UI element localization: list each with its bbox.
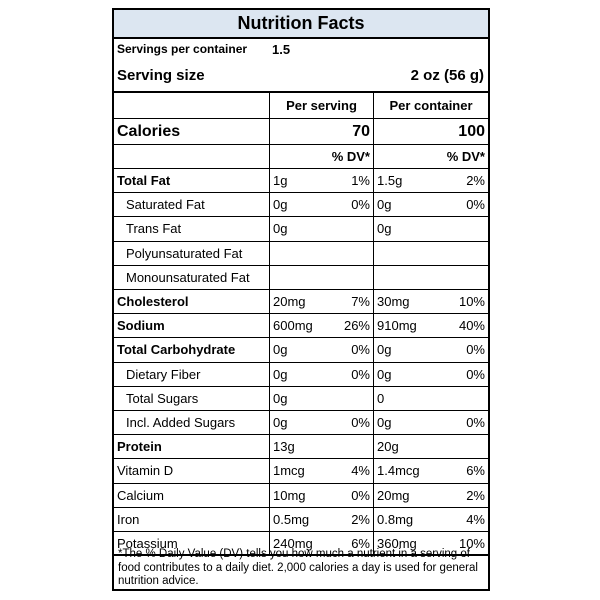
nutrient-row xyxy=(114,411,488,435)
dv-header-container-cell xyxy=(373,145,488,168)
per-container-amount: 0g xyxy=(377,197,392,213)
calories-per-container: 100 xyxy=(458,122,485,140)
per-serving-amount: 0g xyxy=(273,221,288,237)
per-container-amount: 20mg xyxy=(377,487,410,503)
per-container-dv: 0% xyxy=(466,366,485,382)
label-title: Nutrition Facts xyxy=(114,10,488,39)
per-container-cell xyxy=(373,387,488,410)
per-serving-amount: 10mg xyxy=(273,487,306,503)
per-container-dv: 0% xyxy=(466,342,485,358)
nutrient-row xyxy=(114,484,488,508)
per-container-cell xyxy=(373,508,488,531)
per-serving-dv: 26% xyxy=(343,318,370,334)
per-serving-cell xyxy=(269,411,373,434)
per-container-dv: 10% xyxy=(458,535,485,551)
serving-size-row xyxy=(114,59,488,93)
per-serving-cell xyxy=(269,314,373,337)
calories-label: Calories xyxy=(117,122,181,140)
per-container-cell xyxy=(373,314,488,337)
nutrient-row xyxy=(114,338,488,362)
nutrient-name: Incl. Added Sugars xyxy=(126,415,236,431)
per-serving-dv: 0% xyxy=(351,415,370,431)
nutrient-name: Protein xyxy=(117,439,162,455)
nutrient-name: Sodium xyxy=(117,318,165,334)
per-container-dv: 0% xyxy=(466,415,485,431)
per-container-amount: 20g xyxy=(377,439,399,455)
per-container-amount: 0g xyxy=(377,366,392,382)
nutrient-name: Monounsaturated Fat xyxy=(126,269,250,285)
per-container-cell xyxy=(373,217,488,240)
per-serving-amount: 0g xyxy=(273,197,288,213)
per-serving-dv: 6% xyxy=(351,535,370,551)
per-container-amount: 0g xyxy=(377,342,392,358)
per-serving-dv: 0% xyxy=(351,342,370,358)
nutrient-name: Cholesterol xyxy=(117,294,189,310)
nutrient-row xyxy=(114,314,488,338)
per-container-dv: 10% xyxy=(458,294,485,310)
per-serving-amount: 0g xyxy=(273,390,288,406)
nutrient-row xyxy=(114,363,488,387)
per-serving-dv: 1% xyxy=(351,173,370,189)
servings-row xyxy=(114,39,488,59)
nutrient-name: Polyunsaturated Fat xyxy=(126,245,243,261)
per-serving-dv: 4% xyxy=(351,463,370,479)
nutrient-name: Potassium xyxy=(117,535,178,551)
per-serving-cell xyxy=(269,435,373,458)
per-serving-cell xyxy=(269,242,373,265)
per-container-cell xyxy=(373,193,488,216)
per-container-cell xyxy=(373,169,488,192)
per-serving-amount: 1mcg xyxy=(273,463,305,479)
per-serving-cell xyxy=(269,508,373,531)
serving-size-value: 2 oz (56 g) xyxy=(410,66,484,84)
per-serving-cell xyxy=(269,290,373,313)
nutrient-row xyxy=(114,387,488,411)
servings-value: 1.5 xyxy=(272,41,291,57)
calories-per-container-cell xyxy=(373,119,488,144)
nutrient-name: Saturated Fat xyxy=(126,197,205,213)
per-serving-amount: 240mg xyxy=(273,535,313,551)
dv-header-serving-cell xyxy=(269,145,373,168)
per-container-cell xyxy=(373,411,488,434)
servings-label: Servings per container xyxy=(117,42,248,56)
per-container-cell xyxy=(373,363,488,386)
per-container-amount: 1.5g xyxy=(377,173,403,189)
nutrient-name: Total Carbohydrate xyxy=(117,342,236,358)
per-container-dv: 6% xyxy=(466,463,485,479)
per-serving-cell xyxy=(269,169,373,192)
per-serving-cell xyxy=(269,459,373,482)
per-container-cell xyxy=(373,338,488,361)
nutrient-name: Total Sugars xyxy=(126,390,199,406)
dv-header-container: % DV* xyxy=(446,149,485,164)
per-serving-header: Per serving xyxy=(269,93,373,118)
per-container-amount: 360mg xyxy=(377,535,417,551)
column-header-row xyxy=(114,93,488,119)
nutrient-name: Calcium xyxy=(117,487,164,503)
nutrient-name: Total Fat xyxy=(117,173,171,189)
dv-header-serving: % DV* xyxy=(331,149,370,164)
nutrient-name: Vitamin D xyxy=(117,463,174,479)
per-serving-amount: 0g xyxy=(273,366,288,382)
nutrient-row xyxy=(114,242,488,266)
per-container-dv: 2% xyxy=(466,173,485,189)
per-serving-dv: 0% xyxy=(351,197,370,213)
per-container-header: Per container xyxy=(373,93,488,118)
per-container-cell xyxy=(373,484,488,507)
per-container-cell xyxy=(373,242,488,265)
footnote: *The % Daily Value (DV) tells you how much a nutrient in a serving of food contributes to a daily diet. 2,000 calories a day is used for general nutrition advice. xyxy=(118,548,478,587)
per-container-dv: 2% xyxy=(466,487,485,503)
calories-per-serving: 70 xyxy=(352,122,370,140)
per-serving-amount: 0g xyxy=(273,342,288,358)
nutrient-row xyxy=(114,508,488,532)
per-container-cell xyxy=(373,266,488,289)
per-serving-cell xyxy=(269,484,373,507)
per-serving-amount: 0.5mg xyxy=(273,511,310,527)
nutrient-row xyxy=(114,217,488,241)
per-container-amount: 30mg xyxy=(377,294,410,310)
nutrient-row xyxy=(114,266,488,290)
per-serving-cell xyxy=(269,387,373,410)
per-serving-amount: 13g xyxy=(273,439,295,455)
per-serving-amount: 1g xyxy=(273,173,288,189)
per-container-cell xyxy=(373,290,488,313)
per-container-dv: 0% xyxy=(466,197,485,213)
nutrient-name: Dietary Fiber xyxy=(126,366,201,382)
dv-header-row xyxy=(114,145,488,169)
per-serving-amount: 20mg xyxy=(273,294,306,310)
per-container-cell xyxy=(373,459,488,482)
nutrient-name: Trans Fat xyxy=(126,221,182,237)
per-serving-cell xyxy=(269,338,373,361)
nutrient-row xyxy=(114,435,488,459)
nutrient-row xyxy=(114,290,488,314)
per-container-dv: 40% xyxy=(458,318,485,334)
per-serving-cell xyxy=(269,217,373,240)
per-container-cell xyxy=(373,435,488,458)
calories-row xyxy=(114,119,488,145)
per-container-amount: 0g xyxy=(377,415,392,431)
nutrition-facts-label xyxy=(112,8,490,591)
per-serving-dv: 0% xyxy=(351,366,370,382)
nutrient-row xyxy=(114,459,488,483)
nutrient-row xyxy=(114,169,488,193)
per-serving-cell xyxy=(269,266,373,289)
per-container-dv: 4% xyxy=(466,511,485,527)
calories-per-serving-cell xyxy=(269,119,373,144)
per-container-amount: 910mg xyxy=(377,318,417,334)
per-serving-cell xyxy=(269,193,373,216)
per-container-amount: 0.8mg xyxy=(377,511,414,527)
nutrient-row xyxy=(114,193,488,217)
serving-size-label: Serving size xyxy=(117,66,205,84)
per-serving-dv: 2% xyxy=(351,511,370,527)
per-container-amount: 0g xyxy=(377,221,392,237)
per-container-amount: 1.4mcg xyxy=(377,463,420,479)
per-container-amount: 0 xyxy=(377,390,385,406)
nutrient-name: Iron xyxy=(117,511,140,527)
per-serving-amount: 0g xyxy=(273,415,288,431)
per-serving-amount: 600mg xyxy=(273,318,313,334)
per-serving-dv: 0% xyxy=(351,487,370,503)
per-serving-cell xyxy=(269,363,373,386)
per-serving-dv: 7% xyxy=(351,294,370,310)
